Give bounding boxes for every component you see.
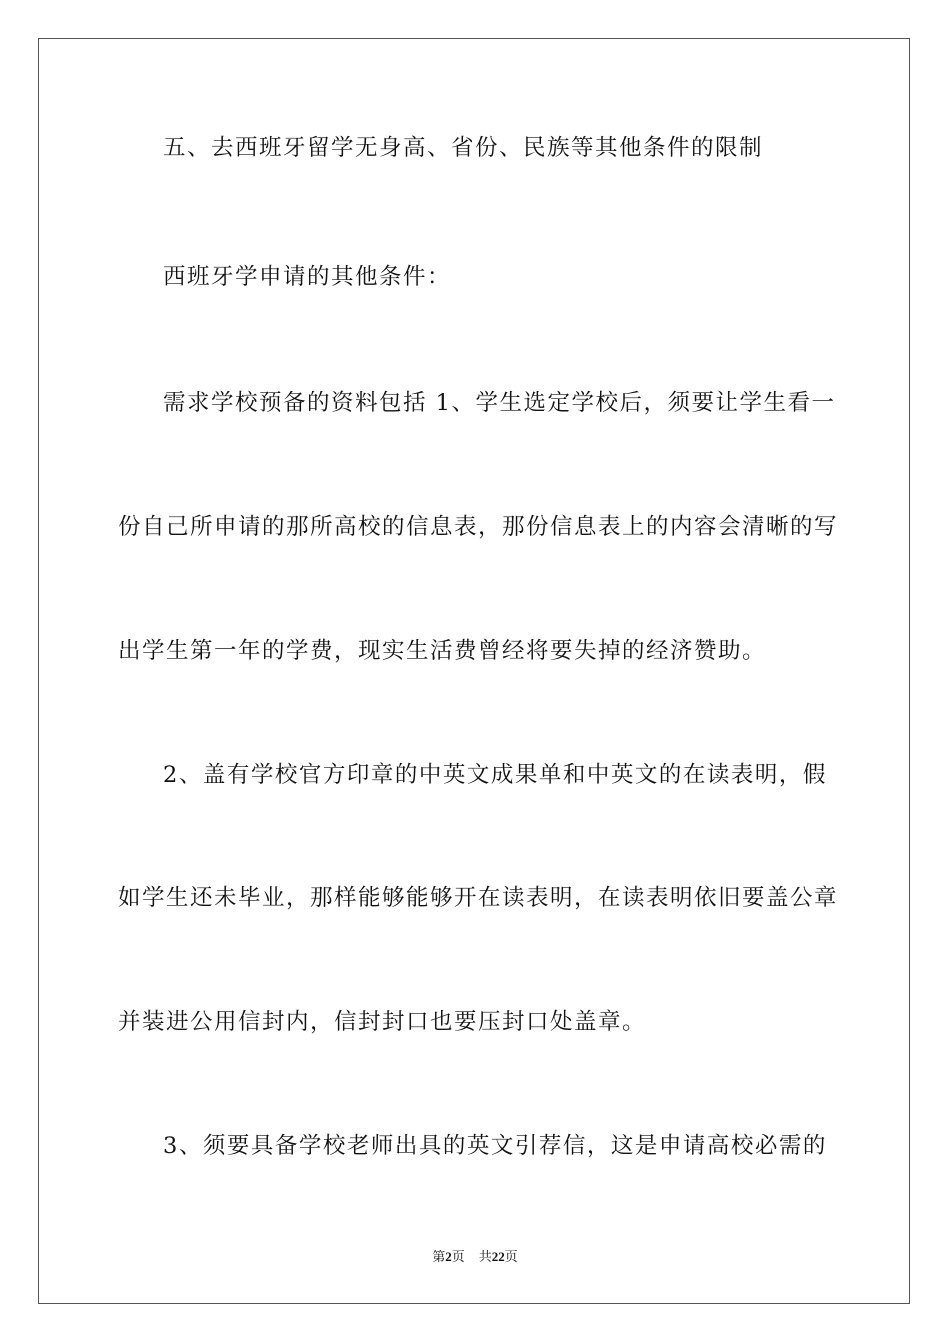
paragraph-line: 并装进公用信封内，信封封口也要压封口处盖章。 xyxy=(118,1009,647,1035)
page-border xyxy=(38,38,910,1304)
paragraph-line: 出学生第一年的学费，现实生活费曾经将要失掉的经济赞助。 xyxy=(118,638,767,664)
page-footer xyxy=(0,1248,950,1267)
page-number: 2 xyxy=(445,1249,452,1264)
total-prefix: 共 xyxy=(478,1250,492,1265)
paragraph-line: 如学生还未毕业，那样能够能够开在读表明，在读表明依旧要盖公章 xyxy=(118,885,839,911)
paragraph-line: 五、去西班牙留学无身高、省份、民族等其他条件的限制 xyxy=(163,135,764,161)
page-suffix: 页 xyxy=(451,1250,465,1265)
paragraph-line: 份自己所申请的那所高校的信息表，那份信息表上的内容会清晰的写 xyxy=(118,514,839,540)
paragraph-line: 2、盖有学校官方印章的中英文成果单和中英文的在读表明，假 xyxy=(163,762,827,788)
paragraph-line: 3、须要具备学校老师出具的英文引荐信，这是申请高校必需的 xyxy=(163,1133,827,1159)
total-suffix: 页 xyxy=(504,1250,518,1265)
page-prefix: 第 xyxy=(432,1250,446,1265)
total-pages: 22 xyxy=(491,1249,505,1264)
paragraph-line: 西班牙学申请的其他条件： xyxy=(163,264,452,290)
paragraph-line: 需求学校预备的资料包括 1、学生选定学校后，须要让学生看一 xyxy=(163,390,836,416)
